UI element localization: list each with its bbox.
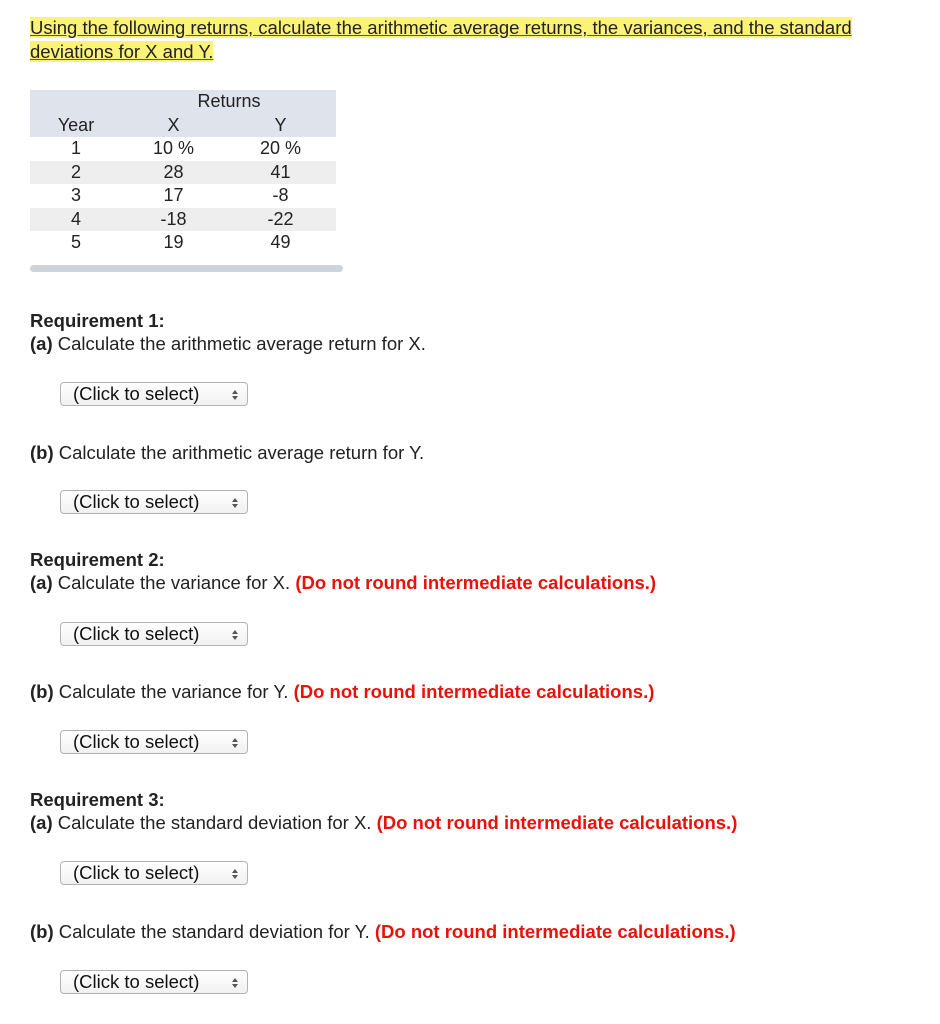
cell-y: 20 % — [225, 137, 336, 161]
part-label: (b) — [30, 921, 54, 942]
cell-year: 5 — [30, 231, 122, 255]
cell-x: -18 — [122, 208, 225, 232]
rounding-warning: (Do not round intermediate calculations.) — [295, 572, 657, 593]
returns-group-header: Returns — [122, 90, 336, 114]
cell-year: 1 — [30, 137, 122, 161]
table-row — [30, 208, 336, 232]
part-text: Calculate the arithmetic average return for Y. — [58, 442, 425, 463]
cell-year: 2 — [30, 161, 122, 185]
requirement-2b — [30, 680, 654, 703]
requirement-1-title: Requirement 1: — [30, 310, 165, 331]
requirement-3a-question — [30, 811, 737, 834]
select-value: (Click to select) — [73, 971, 200, 992]
requirement-1b-question — [30, 441, 424, 464]
part-text: Calculate the variance for Y. — [58, 681, 289, 702]
column-header-year: Year — [30, 114, 122, 138]
requirement-3 — [30, 788, 737, 834]
requirement-2b-question — [30, 680, 654, 703]
requirement-2a-question — [30, 571, 656, 594]
part-label: (b) — [30, 442, 54, 463]
cell-y: -8 — [225, 184, 336, 208]
requirement-3b — [30, 920, 736, 943]
part-label: (a) — [30, 572, 53, 593]
requirement-3b-question — [30, 920, 736, 943]
requirement-1b — [30, 441, 424, 464]
rounding-warning: (Do not round intermediate calculations.) — [293, 681, 655, 702]
cell-y: 49 — [225, 231, 336, 255]
table-row — [30, 137, 336, 161]
cell-x: 10 % — [122, 137, 225, 161]
table-row — [30, 231, 336, 255]
returns-table — [30, 90, 336, 255]
rounding-warning: (Do not round intermediate calculations.) — [374, 921, 736, 942]
part-label: (b) — [30, 681, 54, 702]
part-text: Calculate the standard deviation for X. — [57, 812, 372, 833]
requirement-2-title: Requirement 2: — [30, 549, 165, 570]
requirement-2 — [30, 548, 656, 594]
cell-x: 17 — [122, 184, 225, 208]
requirement-3-title: Requirement 3: — [30, 789, 165, 810]
answer-select-2b[interactable] — [60, 730, 248, 754]
part-text: Calculate the variance for X. — [57, 572, 291, 593]
cell-year: 4 — [30, 208, 122, 232]
instructions-text: Using the following returns, calculate the arithmetic average returns, the variances, and the standard deviations for X and Y. — [30, 17, 852, 62]
column-header-x: X — [122, 114, 225, 138]
up-down-arrows-icon — [231, 386, 239, 402]
requirement-1 — [30, 309, 426, 355]
answer-select-2a[interactable] — [60, 622, 248, 646]
instructions — [30, 16, 916, 64]
up-down-arrows-icon — [231, 626, 239, 642]
cell-year: 3 — [30, 184, 122, 208]
select-value: (Click to select) — [73, 383, 200, 404]
answer-select-3b[interactable] — [60, 970, 248, 994]
cell-y: 41 — [225, 161, 336, 185]
select-value: (Click to select) — [73, 731, 200, 752]
part-label: (a) — [30, 333, 53, 354]
select-value: (Click to select) — [73, 623, 200, 644]
up-down-arrows-icon — [231, 494, 239, 510]
rounding-warning: (Do not round intermediate calculations.) — [376, 812, 738, 833]
part-text: Calculate the standard deviation for Y. — [58, 921, 370, 942]
up-down-arrows-icon — [231, 865, 239, 881]
answer-select-3a[interactable] — [60, 861, 248, 885]
answer-select-1a[interactable] — [60, 382, 248, 406]
up-down-arrows-icon — [231, 734, 239, 750]
cell-x: 19 — [122, 231, 225, 255]
table-row — [30, 184, 336, 208]
cell-y: -22 — [225, 208, 336, 232]
requirement-1a-question — [30, 332, 426, 355]
up-down-arrows-icon — [231, 974, 239, 990]
cell-x: 28 — [122, 161, 225, 185]
select-value: (Click to select) — [73, 491, 200, 512]
column-header-y: Y — [225, 114, 336, 138]
table-row — [30, 161, 336, 185]
part-label: (a) — [30, 812, 53, 833]
table-horizontal-scrollbar[interactable] — [30, 265, 343, 272]
select-value: (Click to select) — [73, 862, 200, 883]
part-text: Calculate the arithmetic average return for X. — [57, 333, 426, 354]
answer-select-1b[interactable] — [60, 490, 248, 514]
